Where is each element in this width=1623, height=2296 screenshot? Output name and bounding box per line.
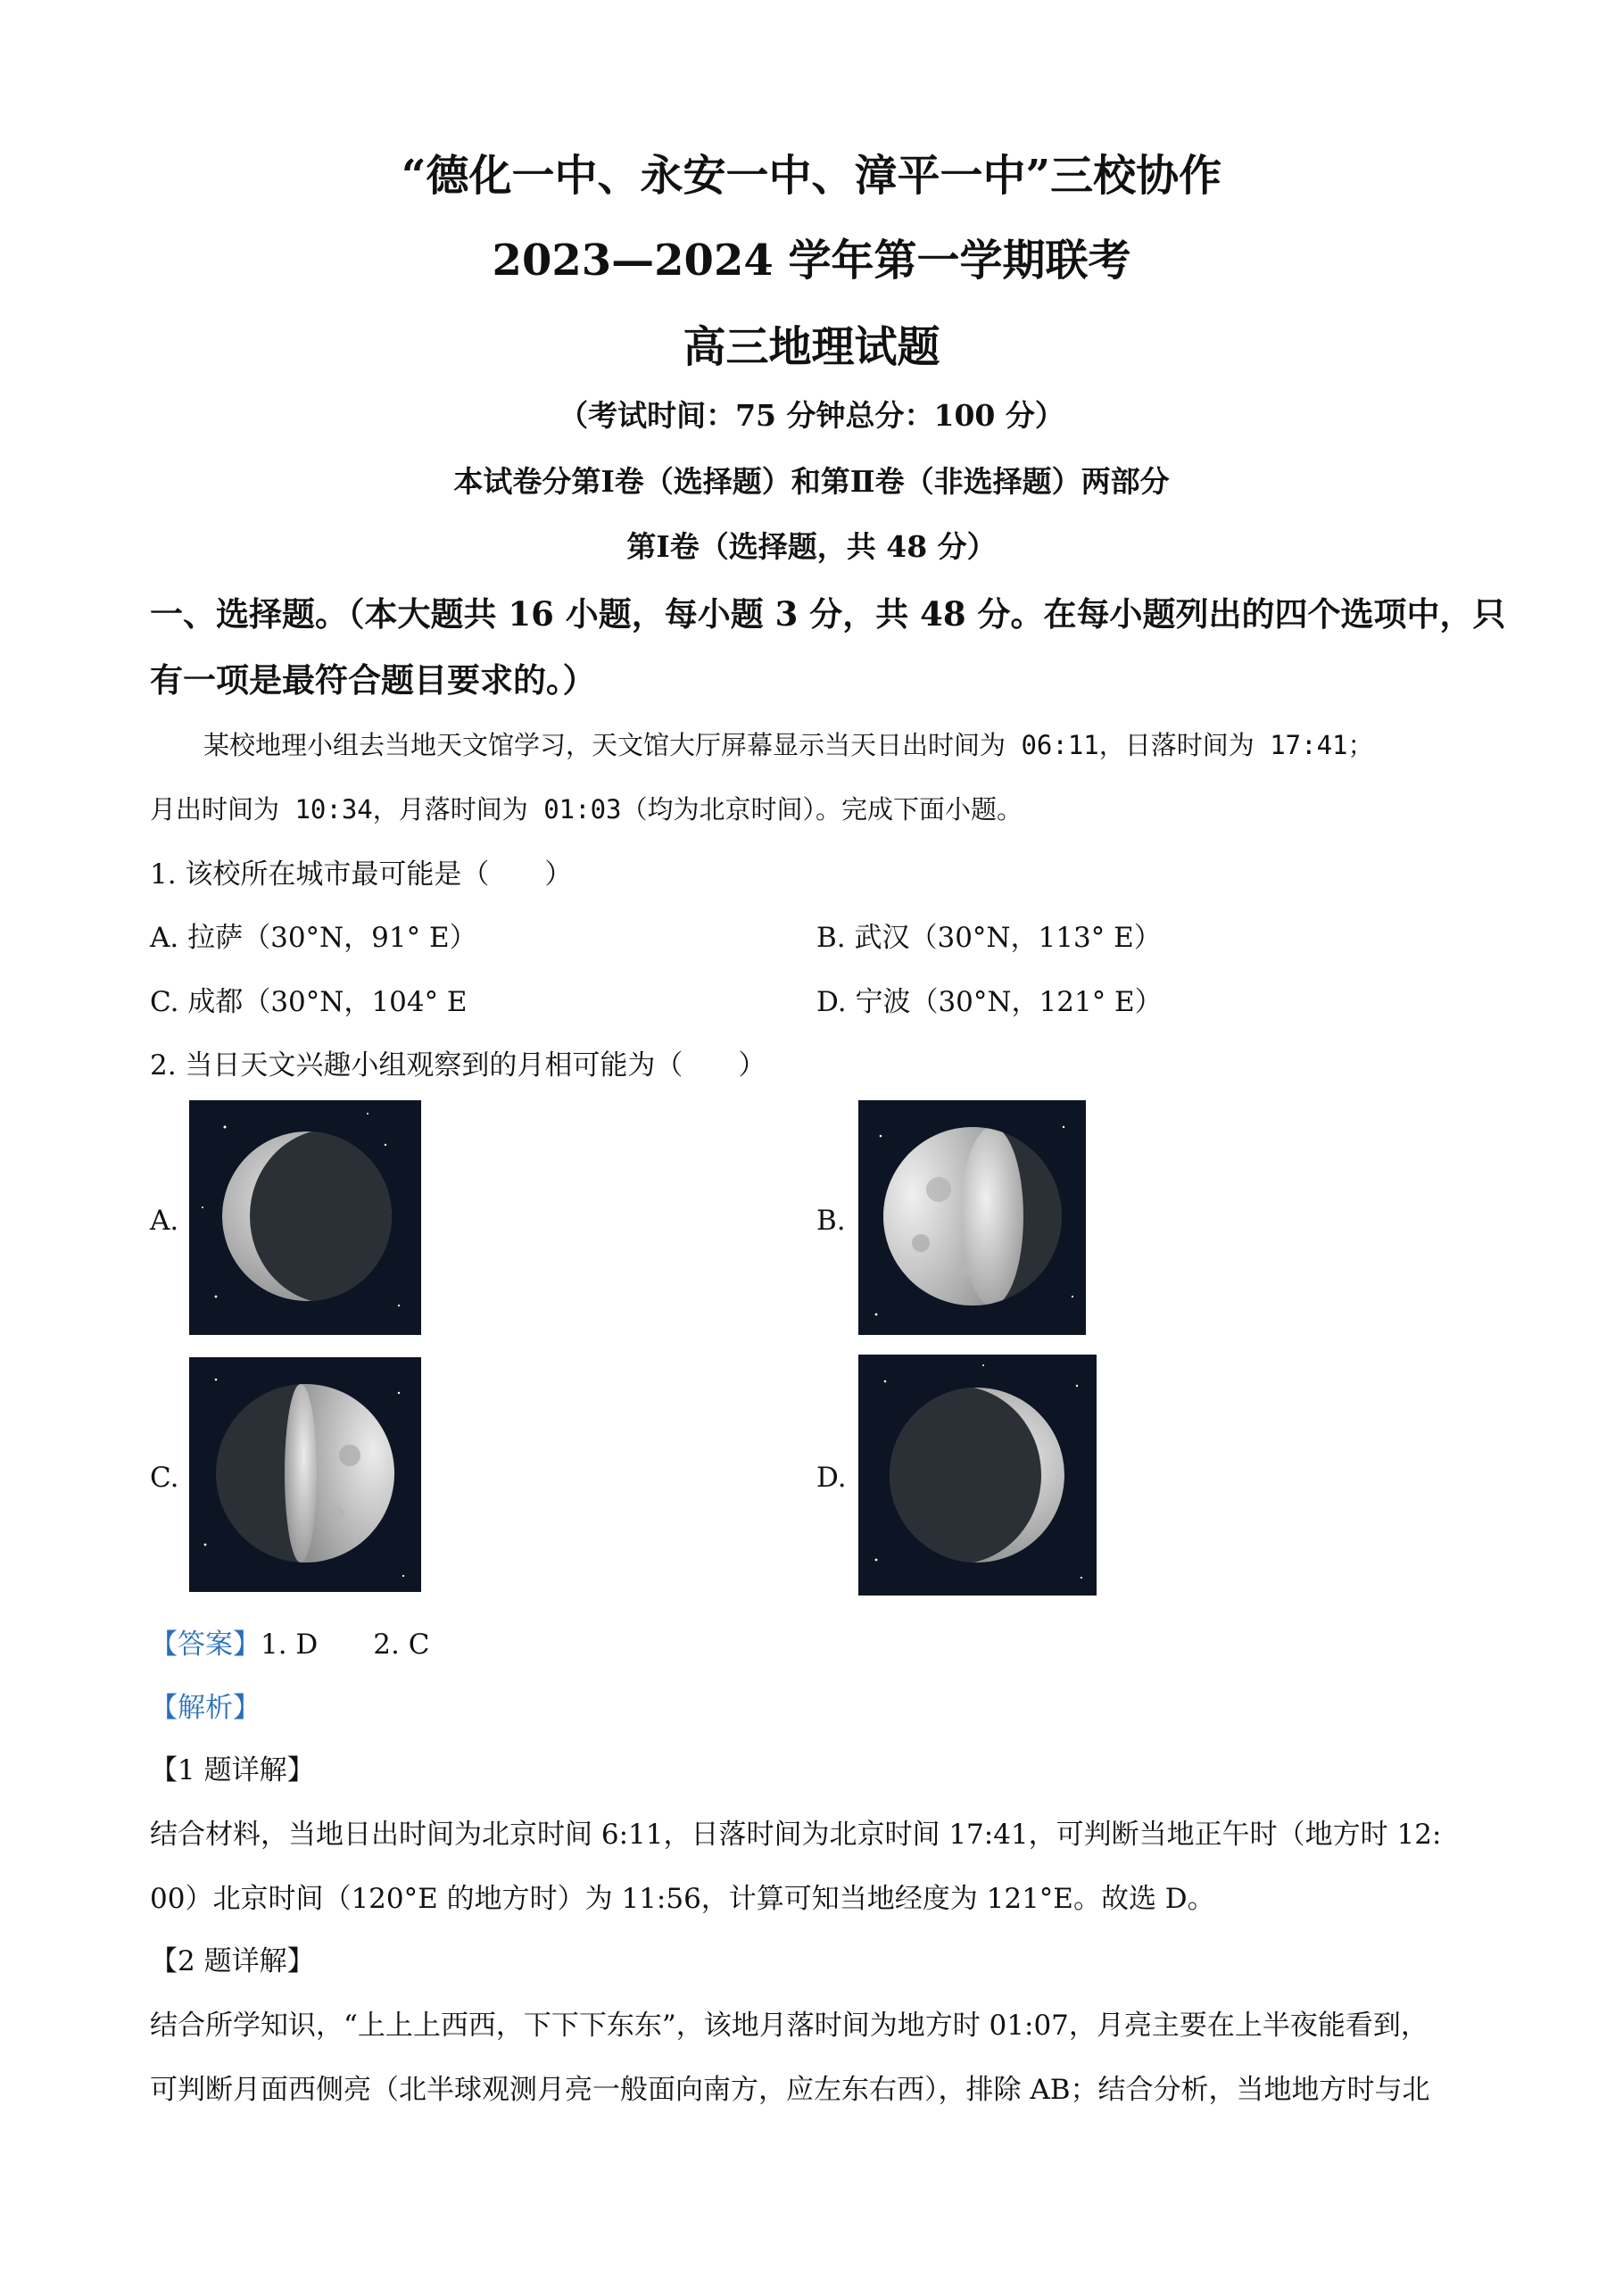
answer-line (150, 1621, 429, 1662)
section-heading-line-2: 有一项是最符合题目要求的。） (150, 660, 596, 700)
q2-analysis-heading: 【2 题详解】 (150, 1945, 315, 1977)
title-line-2: 2023—2024 学年第一学期联考 (492, 236, 1131, 286)
q1-option-c: C. 成都（30°N，104° E (150, 986, 468, 1018)
analysis-tag: 【解析】 (150, 1692, 261, 1724)
title-line-1: “德化一中、永安一中、漳平一中”三校协作 (401, 151, 1222, 201)
moon-d-icon (858, 1355, 1097, 1596)
moon-b-icon (858, 1100, 1086, 1335)
moon-c-icon (189, 1357, 421, 1592)
moon-phase-image-b (858, 1100, 1086, 1335)
q1-analysis-line-2: 00）北京时间（120°E 的地方时）为 11:56，计算可知当地经度为 121°E。故选 D。 (150, 1883, 1215, 1915)
q2-analysis-line-2: 可判断月面西侧亮（北半球观测月亮一般面向南方，应左东右西），排除 AB；结合分析，当地地方时与北 (150, 2074, 1430, 2106)
answer-values: 1. D 2. C (261, 1629, 430, 1661)
q2-option-b-letter: B. (816, 1205, 846, 1237)
q1-analysis-heading: 【1 题详解】 (150, 1754, 315, 1786)
q1-option-a: A. 拉萨（30°N，91° E） (150, 922, 477, 954)
moon-a-icon (189, 1100, 421, 1335)
moon-phase-image-c (189, 1357, 421, 1592)
material-line-2: 月出时间为 10:34，月落时间为 01:03（均为北京时间）。完成下面小题。 (150, 794, 1023, 825)
material-line-1: 某校地理小组去当地天文馆学习，天文馆大厅屏幕显示当天日出时间为 06:11，日落时间为 17:41； (203, 730, 1374, 760)
q2-analysis-line-1: 结合所学知识，“上上上西西，下下下东东”，该地月落时间为地方时 01:07，月亮主要在上半夜能看到， (150, 2010, 1428, 2042)
q2-option-a-letter: A. (150, 1205, 179, 1237)
q1-option-d: D. 宁波（30°N，121° E） (816, 986, 1163, 1018)
moon-phase-image-a (189, 1100, 421, 1335)
moon-phase-image-d (858, 1355, 1097, 1596)
q1-analysis-line-1: 结合材料，当地日出时间为北京时间 6:11，日落时间为北京时间 17:41，可判断当地正午时（地方时 12: (150, 1819, 1442, 1851)
q1-stem: 1. 该校所在城市最可能是（ ） (150, 858, 573, 891)
paper-note: 本试卷分第Ⅰ卷（选择题）和第Ⅱ卷（非选择题）两部分 (453, 464, 1170, 499)
exam-info: （考试时间：75 分钟总分：100 分） (559, 398, 1064, 433)
q2-option-d-letter: D. (816, 1462, 847, 1494)
section-heading-line-1: 一、选择题。（本大题共 16 小题，每小题 3 分，共 48 分。在每小题列出的四个选项中，只 (150, 594, 1506, 634)
q2-option-c-letter: C. (150, 1462, 179, 1494)
answer-tag: 【答案】 (150, 1629, 261, 1661)
q1-option-b: B. 武汉（30°N，113° E） (816, 922, 1162, 954)
q2-stem: 2. 当日天文兴趣小组观察到的月相可能为（ ） (150, 1049, 766, 1082)
part1-title: 第Ⅰ卷（选择题，共 48 分） (626, 529, 997, 564)
title-line-3: 高三地理试题 (683, 322, 940, 372)
